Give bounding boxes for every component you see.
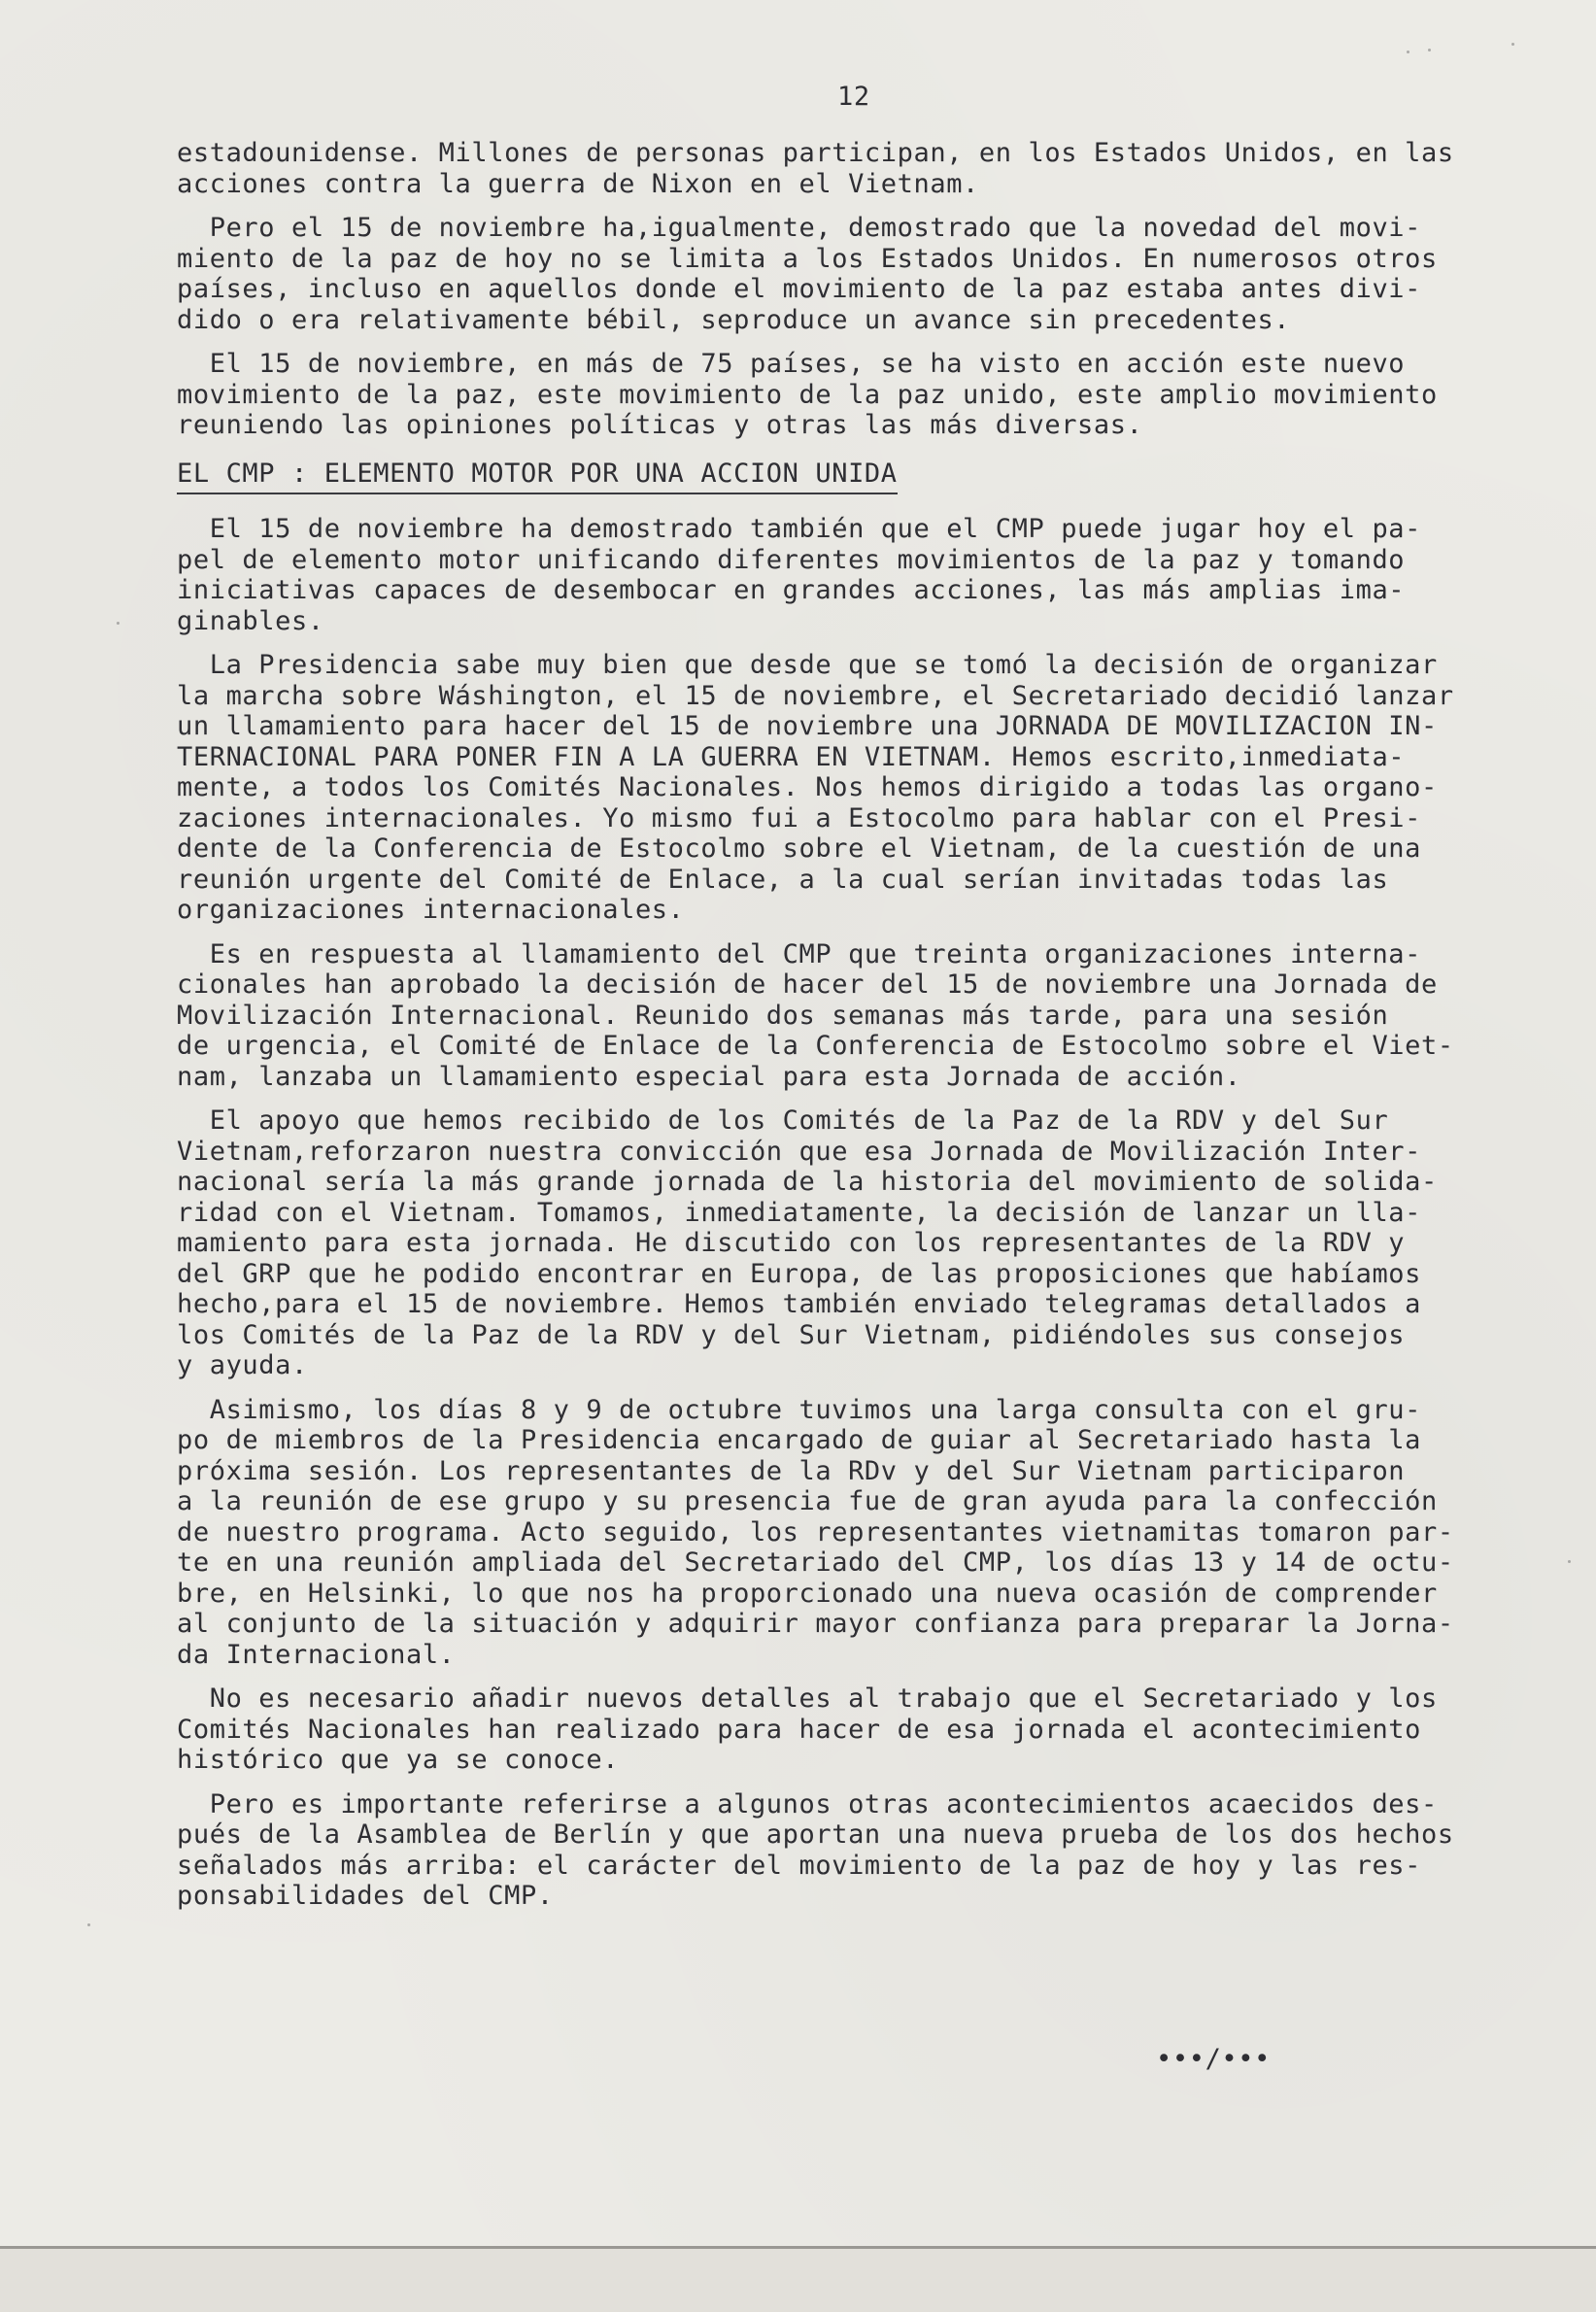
paragraph [177, 138, 1576, 199]
text-line: del GRP que he podido encontrar en Europa, de las proposiciones que habíamos [177, 1258, 1422, 1289]
text-line: dido o era relativamente bébil, seproduce un avance sin precedentes. [177, 304, 1291, 335]
text-line: Movilización Internacional. Reunido dos semanas más tarde, para una sesión [177, 1000, 1389, 1031]
text-line: histórico que ya se conoce. [177, 1745, 620, 1775]
text-line: El 15 de noviembre, en más de 75 países, se ha visto en acción este nuevo [177, 349, 1406, 379]
text-line: pel de elemento motor unificando diferentes movimientos de la paz y tomando [177, 544, 1406, 575]
text-line: Pero el 15 de noviembre ha,igualmente, demostrado que la novedad del movi- [177, 213, 1422, 243]
text-line: acciones contra la guerra de Nixon en el Vietnam. [177, 168, 979, 199]
text-line: de nuestro programa. Acto seguido, los representantes vietnamitas tomaron par- [177, 1516, 1454, 1547]
text-line: ginables. [177, 605, 324, 636]
text-line: la marcha sobre Wáshington, el 15 de noviembre, el Secretariado decidió lanzar [177, 680, 1454, 711]
paragraphs-before-heading [177, 138, 1576, 441]
text-line: El 15 de noviembre ha demostrado también que el CMP puede jugar hoy el pa- [177, 514, 1422, 544]
paragraph [177, 1789, 1576, 1912]
paragraphs-after-heading [177, 514, 1576, 1912]
text-line: iniciativas capaces de desembocar en grandes acciones, las más amplias ima- [177, 575, 1406, 605]
text-line: al conjunto de la situación y adquirir mayor confianza para preparar la Jorna- [177, 1609, 1454, 1639]
text-line: miento de la paz de hoy no se limita a los Estados Unidos. En numerosos otros [177, 243, 1438, 274]
page-number: 12 [837, 82, 870, 112]
text-line: de urgencia, el Comité de Enlace de la Conferencia de Estocolmo sobre el Viet- [177, 1031, 1454, 1061]
section-heading: EL CMP : ELEMENTO MOTOR POR UNA ACCION UNIDA [177, 459, 898, 495]
text-line: mente, a todos los Comités Nacionales. Nos hemos dirigido a todas las organo- [177, 772, 1438, 802]
text-line: a la reunión de ese grupo y su presencia fue de gran ayuda para la confección [177, 1486, 1438, 1516]
paragraph [177, 939, 1576, 1093]
text-line: mamiento para esta jornada. He discutido con los representantes de la RDV y [177, 1228, 1406, 1258]
text-line: da Internacional. [177, 1639, 456, 1670]
text-line: La Presidencia sabe muy bien que desde que se tomó la decisión de organizar [177, 650, 1438, 680]
scan-speck [1568, 1560, 1571, 1563]
text-line: los Comités de la Paz de la RDV y del Sur Vietnam, pidiéndoles sus consejos [177, 1319, 1406, 1350]
text-line: ponsabilidades del CMP. [177, 1881, 554, 1911]
text-line: po de miembros de la Presidencia encargado de guiar al Secretariado hasta la [177, 1425, 1422, 1455]
continuation-mark: •••/••• [1156, 2044, 1271, 2074]
paragraph [177, 1683, 1576, 1776]
scan-speck [1407, 51, 1409, 53]
paragraph [177, 213, 1576, 335]
text-line: nacional sería la más grande jornada de la historia del movimiento de solida- [177, 1167, 1438, 1197]
text-line: hecho,para el 15 de noviembre. Hemos también enviado telegramas detallados a [177, 1289, 1422, 1319]
text-line: Vietnam,reforzaron nuestra convicción que esa Jornada de Movilización Inter- [177, 1136, 1422, 1167]
text-line: Comités Nacionales han realizado para hacer de esa jornada el acontecimiento [177, 1714, 1422, 1745]
text-line: ridad con el Vietnam. Tomamos, inmediatamente, la decisión de lanzar un lla- [177, 1197, 1422, 1228]
text-line: TERNACIONAL PARA PONER FIN A LA GUERRA EN VIETNAM. Hemos escrito,inmediata- [177, 741, 1406, 772]
text-line: próxima sesión. Los representantes de la RDv y del Sur Vietnam participaron [177, 1455, 1406, 1486]
text-line: dente de la Conferencia de Estocolmo sobre el Vietnam, de la cuestión de una [177, 833, 1422, 864]
paragraph [177, 650, 1576, 926]
text-line: reuniendo las opiniones políticas y otras las más diversas. [177, 410, 1143, 440]
text-line: El apoyo que hemos recibido de los Comités de la Paz de la RDV y del Sur [177, 1105, 1389, 1136]
text-line: bre, en Helsinki, lo que nos ha proporcionado una nueva ocasión de comprender [177, 1578, 1438, 1609]
text-line: países, incluso en aquellos donde el movimiento de la paz estaba antes divi- [177, 274, 1422, 304]
text-line: y ayuda. [177, 1350, 308, 1380]
scan-background [0, 2249, 1596, 2312]
paragraph [177, 514, 1576, 636]
text-line: movimiento de la paz, este movimiento de la paz unido, este amplio movimiento [177, 379, 1438, 410]
text-line: Pero es importante referirse a algunos otras acontecimientos acaecidos des- [177, 1788, 1438, 1819]
scan-speck [1428, 49, 1431, 51]
text-line: señalados más arriba: el carácter del movimiento de la paz de hoy y las res- [177, 1850, 1422, 1881]
text-line: reunión urgente del Comité de Enlace, a la cual serían invitadas todas las [177, 864, 1389, 895]
text-line: cionales han aprobado la decisión de hacer del 15 de noviembre una Jornada de [177, 969, 1438, 1000]
text-line: Asimismo, los días 8 y 9 de octubre tuvimos una larga consulta con el gru- [177, 1394, 1422, 1425]
paragraph [177, 1395, 1576, 1671]
scan-speck [117, 622, 119, 625]
text-line: pués de la Asamblea de Berlín y que aportan una nueva prueba de los dos hechos [177, 1819, 1454, 1850]
text-line: Es en respuesta al llamamiento del CMP que treinta organizaciones interna- [177, 938, 1422, 969]
scan-speck [1511, 43, 1514, 46]
scan-speck [87, 1923, 90, 1926]
text-line: zaciones internacionales. Yo mismo fui a Estocolmo para hablar con el Presi- [177, 802, 1422, 833]
text-line: No es necesario añadir nuevos detalles al trabajo que el Secretariado y los [177, 1683, 1438, 1714]
paragraph [177, 349, 1576, 441]
text-line: estadounidense. Millones de personas participan, en los Estados Unidos, en las [177, 138, 1454, 168]
text-line: un llamamiento para hacer del 15 de noviembre una JORNADA DE MOVILIZACION IN- [177, 711, 1438, 741]
text-line: nam, lanzaba un llamamiento especial para esta Jornada de acción. [177, 1061, 1241, 1092]
document-body [177, 138, 1576, 1925]
text-line: te en una reunión ampliada del Secretariado del CMP, los días 13 y 14 de octu- [177, 1547, 1454, 1578]
paragraph [177, 1105, 1576, 1381]
text-line: organizaciones internacionales. [177, 895, 685, 925]
